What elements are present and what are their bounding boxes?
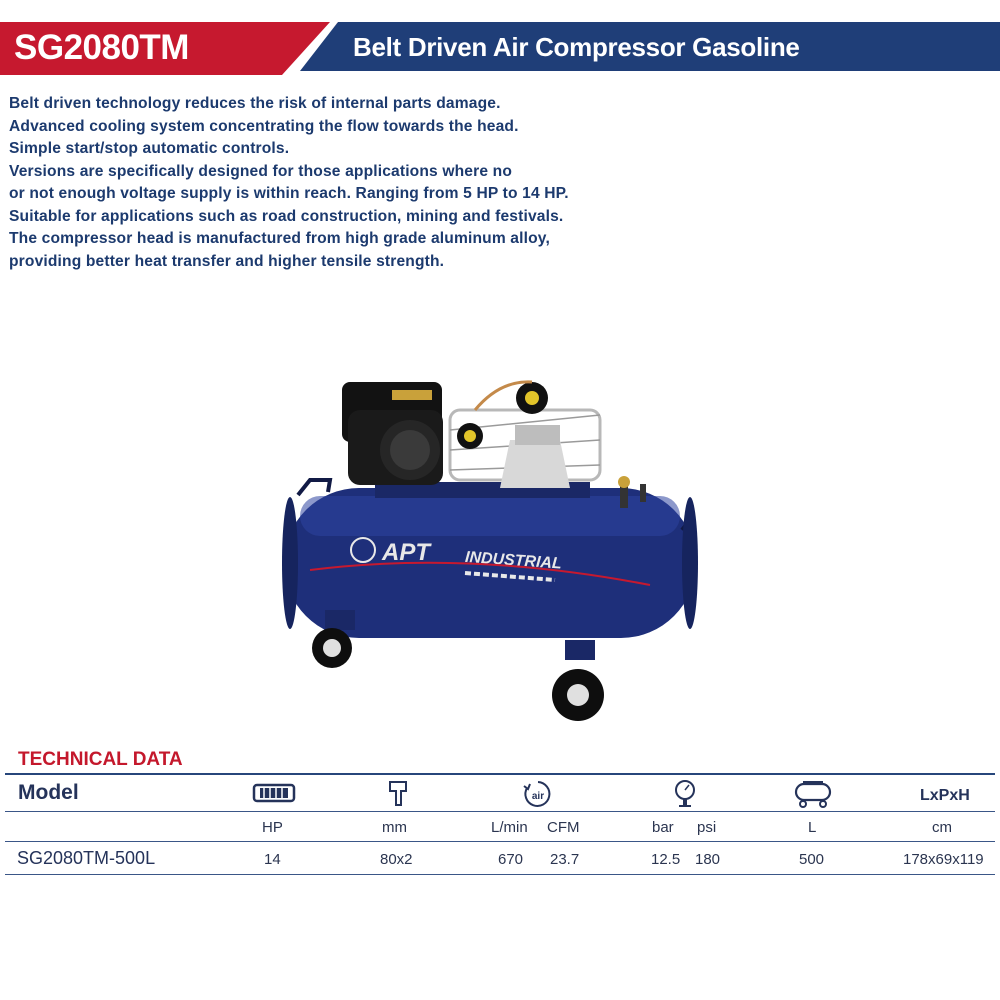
- header-banner: [0, 0, 1000, 75]
- tank-brand-label: APT: [382, 539, 430, 566]
- psi-value: 180: [695, 851, 721, 868]
- description-line: Simple start/stop automatic controls.: [9, 140, 290, 157]
- unit-bore: mm: [382, 819, 407, 836]
- motor-icon: [252, 779, 296, 812]
- tank-value: 500: [799, 851, 825, 868]
- row-rule: [5, 874, 995, 875]
- model-title: SG2080TM: [14, 28, 189, 67]
- description-line: providing better heat transfer and higher tensile strength.: [9, 252, 445, 270]
- lmin-value: 670: [498, 851, 524, 868]
- unit-dims: cm: [932, 819, 952, 836]
- unit-bar: bar: [652, 819, 674, 836]
- compressor-illustration: [270, 370, 710, 730]
- description-line: Versions are specifically designed for those applications where no: [9, 162, 512, 180]
- tank-line-label: INDUSTRIAL: [464, 548, 563, 573]
- unit-hp: HP: [262, 819, 283, 836]
- cylinder-icon: [387, 779, 409, 814]
- units-rule: [5, 841, 995, 842]
- description-line: Suitable for applications such as road construction, mining and festivals.: [9, 207, 564, 225]
- description-line: or not enough voltage supply is within reach. Ranging from 5 HP to 14 HP.: [9, 185, 569, 202]
- bore-value: 80x2: [380, 851, 413, 868]
- description-line: Advanced cooling system concentrating the flow towards the head.: [9, 117, 519, 135]
- tank-icon: [793, 779, 833, 814]
- unit-tank: L: [808, 819, 817, 836]
- unit-lmin: L/min: [491, 819, 528, 836]
- description-line: The compressor head is manufactured from high grade aluminum alloy,: [9, 230, 550, 247]
- model-value: SG2080TM-500L: [17, 848, 156, 868]
- unit-psi: psi: [697, 819, 717, 836]
- unit-cfm: CFM: [547, 819, 580, 836]
- hp-value: 14: [264, 851, 281, 868]
- technical-data-heading: TECHNICAL DATA: [18, 749, 183, 770]
- dimensions-column-header: LxPxH: [920, 787, 970, 804]
- header-rule: [5, 811, 995, 812]
- table-top-rule: [5, 773, 995, 775]
- dims-value: 178x69x119: [903, 851, 984, 868]
- svg-text:air: air: [531, 791, 545, 802]
- description-line: Belt driven technology reduces the risk of internal parts damage.: [9, 95, 501, 112]
- cfm-value: 23.7: [550, 851, 580, 868]
- product-image: [270, 370, 710, 730]
- air-flow-icon: [523, 779, 553, 814]
- model-column-header: Model: [18, 781, 79, 804]
- description: [9, 93, 709, 273]
- pressure-gauge-icon: [673, 779, 697, 814]
- product-title: Belt Driven Air Compressor Gasoline: [353, 32, 800, 62]
- bar-value: 12.5: [651, 851, 681, 868]
